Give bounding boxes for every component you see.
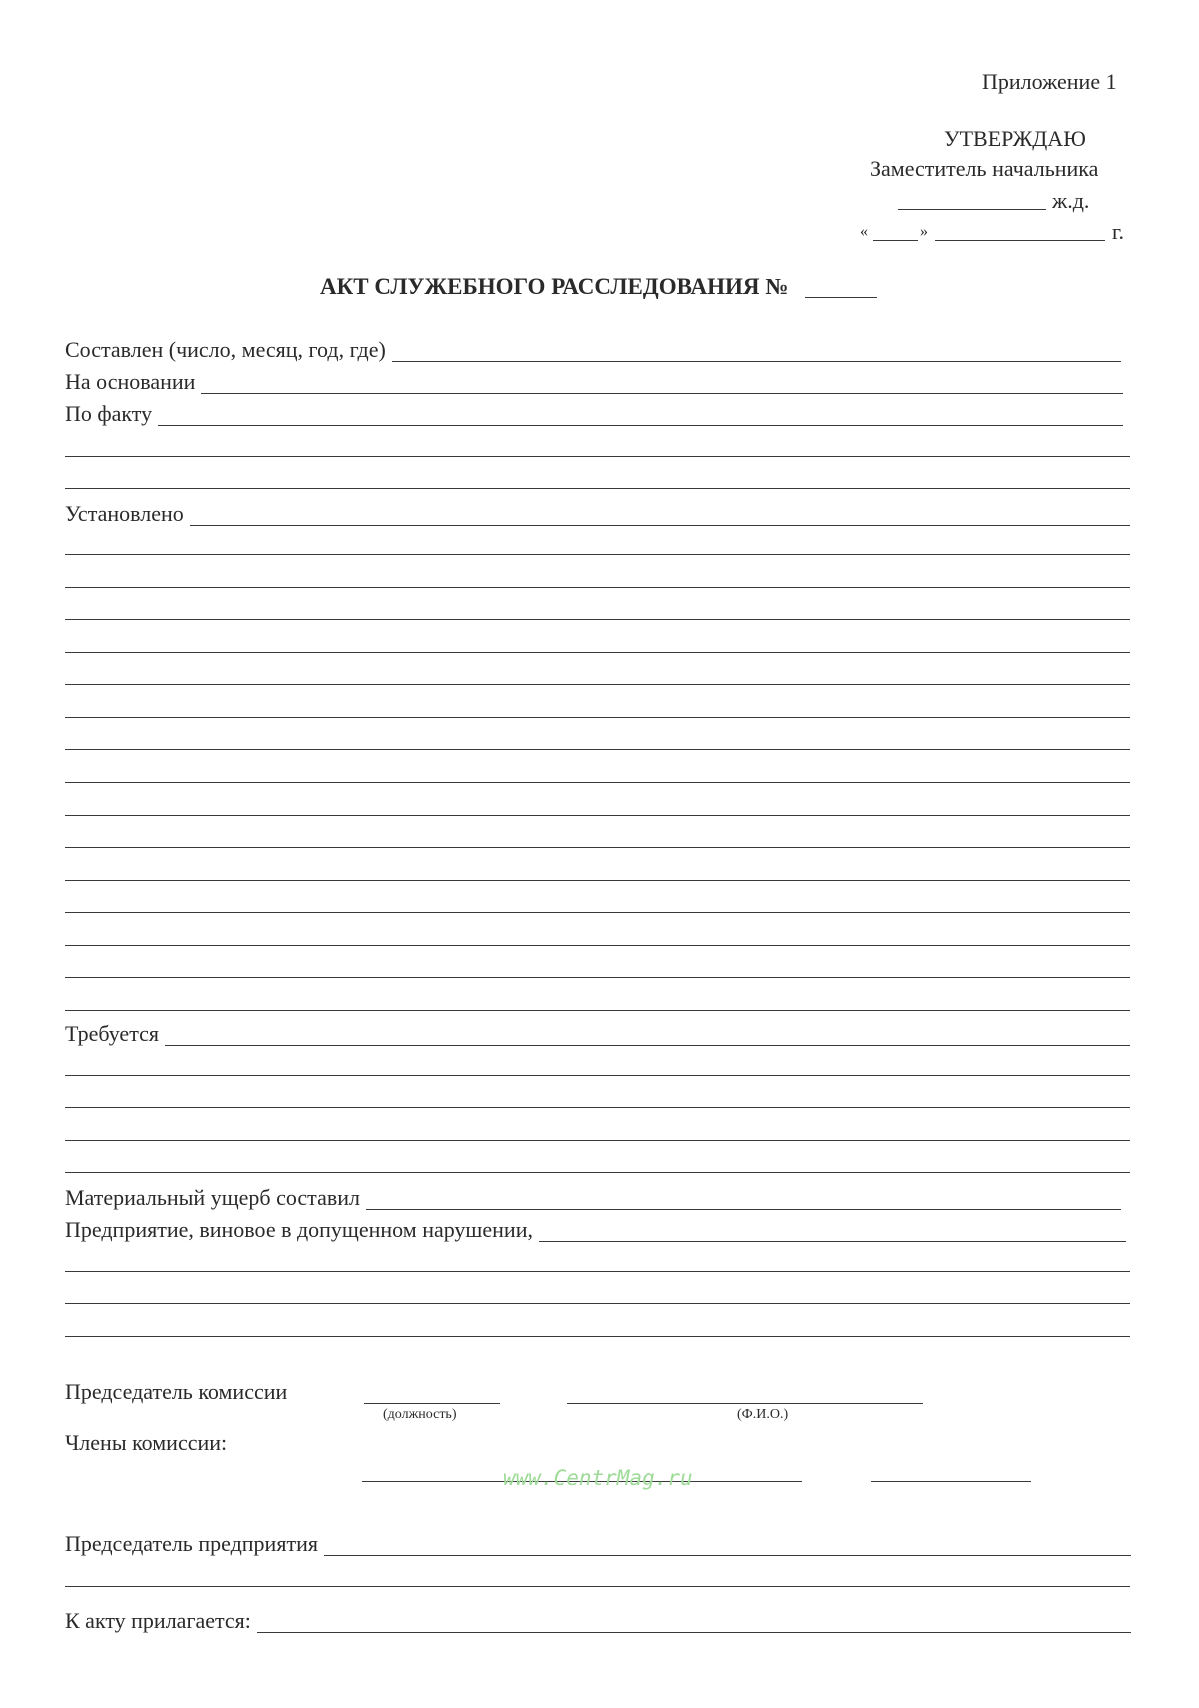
chairman-position-line xyxy=(364,1403,500,1404)
position-caption: (должность) xyxy=(383,1407,457,1422)
blank-line xyxy=(65,912,1130,913)
chairman-label: Председатель комиссии xyxy=(65,1379,288,1404)
enterprise-chairman-line xyxy=(324,1537,1131,1556)
field-required-label: Требуется xyxy=(65,1021,159,1046)
field-required xyxy=(65,1022,1130,1046)
blank-line xyxy=(65,749,1130,750)
field-established xyxy=(65,502,1130,526)
watermark: www.CentrMag.ru xyxy=(503,1466,693,1490)
blank-line xyxy=(65,880,1130,881)
act-number-line xyxy=(805,297,877,298)
field-enterprise-line xyxy=(539,1223,1126,1242)
blank-line xyxy=(65,1336,1130,1337)
document-title: АКТ СЛУЖЕБНОГО РАССЛЕДОВАНИЯ № xyxy=(320,274,789,299)
blank-line xyxy=(65,619,1130,620)
date-quote-open: « xyxy=(860,223,868,240)
enterprise-chairman-label: Председатель предприятия xyxy=(65,1531,318,1556)
blank-line xyxy=(65,1303,1130,1304)
field-basis-label: На основании xyxy=(65,369,196,394)
field-damage-label: Материальный ущерб составил xyxy=(65,1185,360,1210)
blank-line xyxy=(65,717,1130,718)
blank-line xyxy=(65,1107,1130,1108)
date-month-line xyxy=(935,240,1105,241)
blank-line xyxy=(65,977,1130,978)
blank-line xyxy=(65,652,1130,653)
blank-line xyxy=(65,456,1130,457)
field-established-label: Установлено xyxy=(65,501,184,526)
railway-name-line xyxy=(898,209,1046,210)
field-established-line xyxy=(190,507,1130,526)
blank-line xyxy=(65,684,1130,685)
blank-line xyxy=(65,815,1130,816)
chairman-name-line xyxy=(567,1403,923,1404)
name-caption: (Ф.И.О.) xyxy=(737,1407,789,1422)
field-fact-line xyxy=(158,407,1123,426)
field-enterprise-label: Предприятие, виновое в допущенном нарушении, xyxy=(65,1217,533,1242)
blank-line xyxy=(65,554,1130,555)
blank-line xyxy=(65,488,1130,489)
field-enterprise-chairman xyxy=(65,1532,1131,1556)
field-basis xyxy=(65,370,1123,394)
field-fact-label: По факту xyxy=(65,401,153,426)
blank-line xyxy=(65,1140,1130,1141)
members-label: Члены комиссии: xyxy=(65,1430,228,1455)
field-attached xyxy=(65,1609,1131,1633)
attached-label: К акту прилагается: xyxy=(65,1608,251,1633)
blank-line xyxy=(65,847,1130,848)
approve-label: УТВЕРЖДАЮ xyxy=(944,126,1086,151)
date-quote-close: » xyxy=(920,223,928,240)
blank-line xyxy=(65,945,1130,946)
member-line-short xyxy=(871,1481,1031,1482)
appendix-label: Приложение 1 xyxy=(982,69,1117,94)
railway-suffix: ж.д. xyxy=(1052,188,1090,213)
blank-line xyxy=(65,1010,1130,1011)
blank-line xyxy=(65,782,1130,783)
field-compiled-label: Составлен (число, месяц, год, где) xyxy=(65,337,386,362)
deputy-label: Заместитель начальника xyxy=(870,156,1099,181)
field-damage-line xyxy=(366,1191,1121,1210)
blank-line xyxy=(65,1271,1130,1272)
date-day-line xyxy=(873,240,918,241)
field-fact xyxy=(65,402,1123,426)
blank-line xyxy=(65,1586,1130,1587)
year-suffix: г. xyxy=(1112,219,1125,244)
field-damage xyxy=(65,1186,1121,1210)
field-basis-line xyxy=(201,375,1123,394)
blank-line xyxy=(65,1075,1130,1076)
field-compiled xyxy=(65,338,1121,362)
field-enterprise xyxy=(65,1218,1126,1242)
blank-line xyxy=(65,1172,1130,1173)
field-compiled-line xyxy=(392,343,1121,362)
blank-line xyxy=(65,587,1130,588)
attached-line xyxy=(257,1614,1131,1633)
field-required-line xyxy=(165,1027,1130,1046)
